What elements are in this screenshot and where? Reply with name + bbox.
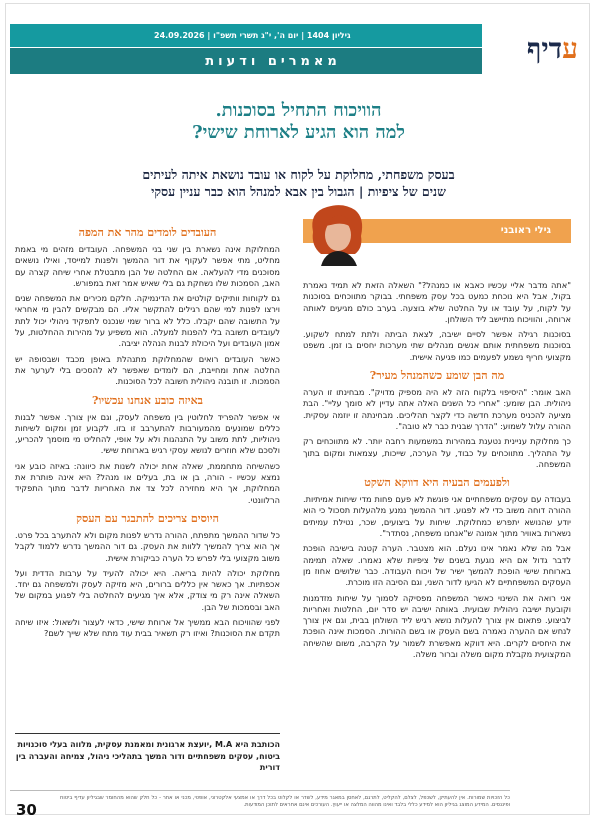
publication-logo	[494, 29, 578, 69]
article-title	[0, 100, 597, 144]
issue-line: גיליון 1404 | יום ה', י"ג תשרי תשפ"ו | 24.09.2026	[154, 31, 351, 40]
title-line-1: הוויכוח התחיל בסוכנות.	[215, 100, 382, 121]
paragraph: בעבודה עם עסקים משפחתיים אני פוגשת לא פעם פחות מדי שיחות אמיתיות. ההורה דוחה משוב כדי לא לפגוע. דור ההמשך נמנע מלהעלות תסכול כי הוא יודע שהנושא יתפרש כמחלוקת. שיחות על ביצועים, שכר, נטילת עמיתים נשארות באוויר מתוך אמונה ש"אנחנו משפחה, נסתדר".	[303, 494, 571, 539]
paragraph: גם לקוחות וותיקים קולטים את הדינמיקה. חלקם מכירים את המשפחה שנים וירצו לפנות למי שהם רגילים להתקשר אליו. הם מבקשים להבין מי אחראי על התשובה שהם יקבלו. כלל לא ברור שמי שנכנס לתפקיד ניהולי יכול לתת לעובדים תשובה בלי להפנות למעלה. הוא משפיע על מהירות ההחלטות, על אמון העובדים ועל היכולת לבנות הנהלה יציבה.	[15, 293, 280, 349]
author-bio: הכותבת היא M.A ,יועצת ארגונית ומאמנת עסקית, מלווה בעלי סוכנויות ביטוח, עסקים משפחתיים ודור המשך בתהליכי ניהול, צמיחה והעברה בין דורית	[15, 740, 280, 772]
paragraph: אני רואה את השינוי כאשר המשפחה מפסיקה לסמוך על שיחות מזדמנות וקובעת ישיבה ניהולית שבועית. באותה ישיבה יש סדר יום, החלטות ואחריות לביצוע. פתאום אין צורך להעלות נושא רגיש ליד השולחן בבית, וגם אין צורך לנחש אם ההערה נאמרה בשם העסק או בשם ההורות. הסמכות אינה הופכת את היחסים לקרים. היא דווקא מאפשרת לשמור על הקרבה, משום שהשיחה המקצועית מקבלת מקום משלה וברור משלה.	[303, 592, 571, 660]
right-column	[303, 280, 571, 664]
section-label: מאמרים ודעות	[205, 53, 341, 69]
logo-first-letter: ע	[562, 32, 578, 65]
paragraph: מחלוקת יכולה להיות בריאה. היא יכולה להעיד על ערבות הדדית ועל אכפתיות. אך כאשר אין כללים ברורים, היא מזיקה לעסק ולמשפחה גם יחד. השאלה אינה רק מי צודק, אלא איך מגיעים להחלטה בלי לפגוע במקום של האב ובסמכות של הבן.	[15, 567, 280, 612]
page-number: 30	[16, 801, 37, 819]
section-banner	[10, 48, 482, 74]
paragraph: כל שדור ההמשך מתפתח, ההורה נדרש לפנות מקום ולא להתערב בכל פרט. אך הוא צריך להמשיך ללוות את העסק. גם דור ההמשך נדרש ללמוד לקבל משוב מקצועי בלי לפרש כל הערה כביקורת אישית.	[15, 529, 280, 563]
left-column	[15, 226, 280, 644]
section-heading: ולפעמים הבעיה היא דווקא השקט	[364, 476, 510, 490]
bio-divider	[15, 733, 280, 734]
paragraph: כך מחלוקת עניינית נטענת במהירות במשמעות רחבה יותר. לא מתווכחים רק על התהליך. מתווכחים על כבוד, על הערכה, שייכות, עצמאות ומקום בתוך המשפחה.	[303, 436, 571, 469]
section-heading: באיזה כובע אנחנו עכשיו?	[92, 393, 203, 407]
section-heading: מה הבן שומע כשהמנהל מעיר?	[369, 369, 505, 383]
paragraph: כאשר העובדים רואים שהמחלוקת מתנהלת באופן מכבד ושבסופה יש החלטה אחת ומחייבת, הם לומדים שאפשר לא להסכים בלי לערער את הסמכות. זו תובנה ניהולית חשובה לכל הסוכנות.	[15, 353, 280, 387]
section-heading: היוסים צריכים להתבגר עם העסק	[76, 511, 219, 525]
title-line-2: למה הוא הגיע לארוחת שישי?	[192, 122, 405, 143]
paragraph: לפני שהוויכוח הבא ממשיך אל ארוחת שישי, כדאי לעצור ולשאול: איזו שיחה תקדם את הסוכנות? ואיזו רק תשאיר בבית עוד מתח שלא שייך לשם?	[15, 617, 280, 639]
paragraph: האב אומר: "היסיפוי בלקוח הזה לא היה מספיק מדויק". מבחינתו זו הערה ניהולית. הבן שומע: "אחרי כל השנים האלה אתה עדיין לא סומך עליי". הבת מציעה להכניס מערכת חדשה כדי לקצר תהליכים. מבחינתה זו יוזמה עסקית. ההורה עלול לשמוע: "הדרך שבנית כבר לא טובה".	[303, 387, 571, 431]
subtitle-line-2: שנים של ציפיות | הגבול בין אבא למנהל הוא כבר עניין עסקי	[151, 184, 446, 199]
intro-paragraph-1: "אתה מדבר אליי עכשיו כאבא או כמנהל?" השאלה הזאת לא תמיד נאמרת בקול, אבל היא נוכחת כמעט בכל עסק משפחתי. בבוקר מתווכחים בסוכנות על לקוח, על עובד או על החלטה שלא בוצעה. בערב כולם מגיעים לאותה ארוחה, והוויכוח מתיישב ליד השולחן.	[303, 280, 571, 324]
intro-paragraph-2: בסוכנות רגילה אפשר לסיים ישיבה, לצאת הביתה ולתת למתח לשקוע. בסוכנות משפחתית אותם אנשים מנהלים שתי מערכות יחסים בו זמן. משפט מקצועי חריף נשמע לפעמים כמו פגיעה אישית.	[303, 329, 571, 362]
issue-banner	[10, 24, 482, 47]
header	[10, 24, 586, 76]
section-heading: העובדים לומדים מהר את המפה	[78, 226, 217, 239]
paragraph: המחלוקת אינה נשארת בין שני בני המשפחה. העובדים מזהים מי באמת מחליט, מתי אפשר לעקוף את דור ההמשך ולפנות למייסד, ואילו נושאים מסוכנים מדי להעלאה. אם החלטה של הבן מתבטלת אחרי שיחה קצרה עם האב, הסמכות שלו נשחקת גם בלי שאיש אמר זאת במפורש.	[15, 244, 280, 288]
logo-rest: דיף	[526, 32, 563, 65]
author-block	[303, 202, 571, 266]
author-name: גילי ראובני	[500, 225, 551, 236]
subtitle-line-1: בעסק משפחתי, מחלוקת על לקוח או עובד נושאת איתה לעיתים	[142, 167, 455, 182]
copyright-disclaimer: כל הזכויות שמורות. אין להעתיק, לשכפל, לצלם, להקליט, לתרגם, לאחסן במאגר מידע, לשדר או לקלוט בכל דרך או אמצעי אלקטרוני, אופטי, מכני או אחר - כל חלק שהוא מהחומר שבגיליון עדיף ביטוח ופיננסים. המידע המוצג בגיליון הוא למידע כללי בלבד ואינו מהווה המלצה או ייעוץ. העורכים אינם אחראים לתוכן המודעות.	[60, 795, 510, 808]
article-subtitle	[0, 166, 597, 200]
footer-divider	[10, 790, 510, 791]
paragraph: אבל מה שלא נאמר אינו נעלם. הוא מצטבר. הערה קטנה בישיבה הופכת לדבר גדול אם היא נוגעת בשנים של ציפיות שלא נאמרו. שאלה תמימה בארוחת שישי הופכת להמשך ישיר של ויכוח העבודה. כבר שלושים אחוז מן העסקים המשפחתיים לא הגיעו לדור השני, וגם הסיבה הזו מוכרת.	[303, 543, 571, 588]
paragraph: כשהשיחה מתחממת, שאלה אחת יכולה לשנות את כיוונה: באיזה כובע אני נמצא עכשיו - הורה, בן או בת, בעלים או מנהל? היא אינה פותרת את המחלוקת, אך היא מחזירה לכל צד את האחריות לדבר מתוך התפקיד הרלוונטי.	[15, 460, 280, 505]
paragraph: אי אפשר להפריד לחלוטין בין משפחה לעסק, וגם אין צורך. אפשר לבנות כללים שמונעים מהמעורבות להתערבב זו בזו. לקבוע זמן ומקום לשיחות ניהוליות, לתת משוב על התנהגות ולא על אופי, להחליט מי מוסמך להכריע, ולסכם שלא חוזרים לנושא עסקי רגיש בארוחת שישי.	[15, 411, 280, 456]
author-photo	[303, 202, 375, 266]
